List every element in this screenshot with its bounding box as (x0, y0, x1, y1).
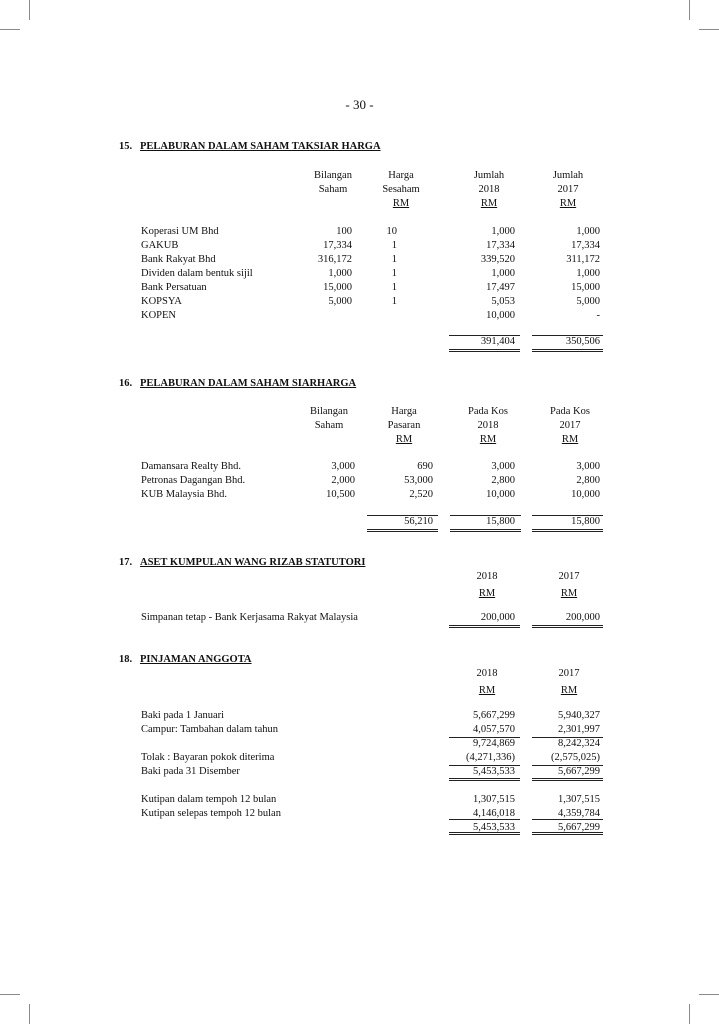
double-underline (449, 778, 520, 781)
row-label: KOPEN (141, 310, 177, 321)
value-2018: 200,000 (480, 612, 515, 623)
value-bilangan-saham: 17,334 (323, 240, 352, 251)
value-2018: 339,520 (480, 254, 515, 265)
header-line: Pada Kos (468, 406, 508, 417)
section-16-title (119, 378, 356, 389)
value-2018: 5,453,533 (473, 822, 515, 833)
crop-mark-bottom-left-h (0, 994, 20, 995)
header-line: 2017 (559, 420, 581, 431)
value-bilangan-saham: 15,000 (323, 282, 352, 293)
value-2017: 311,172 (566, 254, 600, 265)
header-line: Sesaham (382, 184, 420, 195)
total-harga-pasaran: 56,210 (404, 516, 433, 527)
value-2017: 1,000 (576, 268, 600, 279)
header-line: Pada Kos (550, 406, 590, 417)
row-label: KUB Malaysia Bhd. (141, 489, 228, 500)
double-underline (450, 529, 521, 532)
header-line: 2018 (477, 420, 499, 431)
row-label: Baki pada 1 Januari (141, 710, 225, 721)
section-heading: PINJAMAN ANGGOTA (140, 654, 252, 665)
value-2017: 5,667,299 (558, 822, 600, 833)
value-2017: 5,000 (576, 296, 600, 307)
row-label: Baki pada 31 Disember (141, 766, 240, 777)
value-2017: - (596, 310, 600, 321)
col-header-kos-2018 (443, 405, 533, 447)
row-label: Simpanan tetap - Bank Kerjasama Rakyat Malaysia (141, 612, 358, 623)
row-label: Damansara Realty Bhd. (141, 461, 242, 472)
value-2018: 1,307,515 (473, 794, 515, 805)
row-label: Dividen dalam bentuk sijil (141, 268, 253, 279)
header-line: 2017 (557, 184, 579, 195)
header-unit: RM (395, 434, 413, 445)
crop-mark-top-right-h (699, 29, 719, 30)
section-15-title (119, 141, 381, 152)
value-2018: 17,497 (486, 282, 515, 293)
header-line: 2018 (476, 571, 498, 582)
crop-mark-bottom-right-v (689, 1004, 690, 1024)
col-header-2017 (524, 667, 614, 698)
header-line: Bilangan (314, 170, 352, 181)
crop-mark-top-left-v (29, 0, 30, 20)
value-2018: 9,724,869 (473, 738, 515, 749)
value-2018: 1,000 (491, 268, 515, 279)
col-header-2018 (442, 570, 532, 601)
subtotal-line (532, 765, 603, 766)
value-bilangan-saham: 5,000 (328, 296, 352, 307)
header-unit: RM (561, 434, 579, 445)
value-2018: (4,271,336) (466, 752, 515, 763)
page-number: - 30 - (345, 97, 374, 112)
header-unit: RM (480, 198, 498, 209)
double-underline (532, 625, 603, 628)
header-unit: RM (478, 685, 496, 696)
header-line: 2017 (558, 668, 580, 679)
subtotal-line (449, 765, 520, 766)
value-bilangan-saham: 1,000 (328, 268, 352, 279)
value-harga-pasaran: 2,520 (409, 489, 433, 500)
header-line: Bilangan (310, 406, 348, 417)
value-bilangan-saham: 2,000 (331, 475, 355, 486)
value-kos-2017: 2,800 (576, 475, 600, 486)
total-2017: 350,506 (565, 336, 600, 347)
value-harga-sesaham: 1 (391, 268, 397, 279)
subtotal-line (449, 737, 520, 738)
header-unit: RM (392, 198, 410, 209)
value-kos-2017: 3,000 (576, 461, 600, 472)
section-number: 16. (119, 378, 133, 389)
value-kos-2018: 3,000 (491, 461, 515, 472)
value-harga-sesaham: 1 (391, 254, 397, 265)
section-heading: PELABURAN DALAM SAHAM SIARHARGA (140, 378, 357, 389)
double-underline (532, 832, 603, 835)
header-line: 2017 (558, 571, 580, 582)
value-kos-2017: 10,000 (571, 489, 600, 500)
section-17-title (119, 557, 365, 568)
row-label: Koperasi UM Bhd (141, 226, 219, 237)
row-label: Campur: Tambahan dalam tahun (141, 724, 278, 735)
value-kos-2018: 10,000 (486, 489, 515, 500)
header-unit: RM (478, 588, 496, 599)
value-bilangan-saham: 100 (336, 226, 352, 237)
header-line: Saham (318, 184, 348, 195)
header-unit: RM (479, 434, 497, 445)
row-label: Kutipan dalam tempoh 12 bulan (141, 794, 277, 805)
row-label: Kutipan selepas tempoh 12 bulan (141, 808, 281, 819)
row-label: Tolak : Bayaran pokok diterima (141, 752, 275, 763)
crop-mark-top-left-h (0, 29, 20, 30)
row-label: Petronas Dagangan Bhd. (141, 475, 246, 486)
col-header-2017 (523, 169, 613, 211)
value-harga-pasaran: 690 (417, 461, 433, 472)
header-unit: RM (560, 588, 578, 599)
value-2018: 5,667,299 (473, 710, 515, 721)
value-2017: 17,334 (571, 240, 600, 251)
double-underline (367, 529, 438, 532)
value-2017: 5,940,327 (558, 710, 600, 721)
subtotal-line (532, 737, 603, 738)
double-underline (449, 349, 520, 352)
double-underline (532, 349, 603, 352)
double-underline (532, 529, 603, 532)
value-2017: (2,575,025) (551, 752, 600, 763)
value-harga-sesaham: 10 (386, 226, 397, 237)
section-number: 15. (119, 141, 133, 152)
subtotal-line (532, 819, 603, 820)
double-underline (449, 625, 520, 628)
value-2018: 17,334 (486, 240, 515, 251)
section-number: 18. (119, 654, 133, 665)
crop-mark-top-right-v (689, 0, 690, 20)
value-2018: 4,146,018 (473, 808, 515, 819)
value-harga-sesaham: 1 (391, 240, 397, 251)
value-2018: 5,053 (491, 296, 515, 307)
value-2018: 5,453,533 (473, 766, 515, 777)
value-kos-2018: 2,800 (491, 475, 515, 486)
header-line: Pasaran (387, 420, 421, 431)
col-header-2017 (524, 570, 614, 601)
value-2017: 4,359,784 (558, 808, 600, 819)
section-heading: ASET KUMPULAN WANG RIZAB STATUTORI (140, 557, 366, 568)
header-unit: RM (559, 198, 577, 209)
value-bilangan-saham: 316,172 (317, 254, 352, 265)
value-harga-pasaran: 53,000 (404, 475, 433, 486)
value-2017: 200,000 (565, 612, 600, 623)
col-header-harga-pasaran (359, 405, 449, 447)
value-2017: 1,000 (576, 226, 600, 237)
subtotal-line (449, 819, 520, 820)
col-header-2018 (444, 169, 534, 211)
header-line: Harga (388, 170, 414, 181)
value-bilangan-saham: 10,500 (326, 489, 355, 500)
header-unit: RM (560, 685, 578, 696)
crop-mark-bottom-right-h (699, 994, 719, 995)
header-line: Jumlah (552, 170, 584, 181)
col-header-kos-2017 (525, 405, 615, 447)
value-2018: 4,057,570 (473, 724, 515, 735)
row-label: Bank Rakyat Bhd (141, 254, 216, 265)
section-heading: PELABURAN DALAM SAHAM TAKSIAR HARGA (140, 141, 381, 152)
section-number: 17. (119, 557, 133, 568)
value-2017: 1,307,515 (558, 794, 600, 805)
header-line: Saham (314, 420, 344, 431)
value-bilangan-saham: 3,000 (331, 461, 355, 472)
col-header-2018 (442, 667, 532, 698)
header-line: 2018 (478, 184, 500, 195)
value-harga-sesaham: 1 (391, 282, 397, 293)
value-2017: 15,000 (571, 282, 600, 293)
col-header-harga (356, 169, 446, 211)
value-harga-sesaham: 1 (391, 296, 397, 307)
total-2018: 391,404 (480, 336, 515, 347)
value-2017: 2,301,997 (558, 724, 600, 735)
section-18-title (119, 654, 252, 665)
header-line: Jumlah (473, 170, 505, 181)
double-underline (449, 832, 520, 835)
value-2018: 1,000 (491, 226, 515, 237)
row-label: KOPSYA (141, 296, 182, 307)
value-2018: 10,000 (486, 310, 515, 321)
double-underline (532, 778, 603, 781)
header-line: Harga (391, 406, 417, 417)
crop-mark-bottom-left-v (29, 1004, 30, 1024)
value-2017: 8,242,324 (558, 738, 600, 749)
header-line: 2018 (476, 668, 498, 679)
value-2017: 5,667,299 (558, 766, 600, 777)
total-kos-2018: 15,800 (486, 516, 515, 527)
total-kos-2017: 15,800 (571, 516, 600, 527)
row-label: GAKUB (141, 240, 179, 251)
row-label: Bank Persatuan (141, 282, 207, 293)
